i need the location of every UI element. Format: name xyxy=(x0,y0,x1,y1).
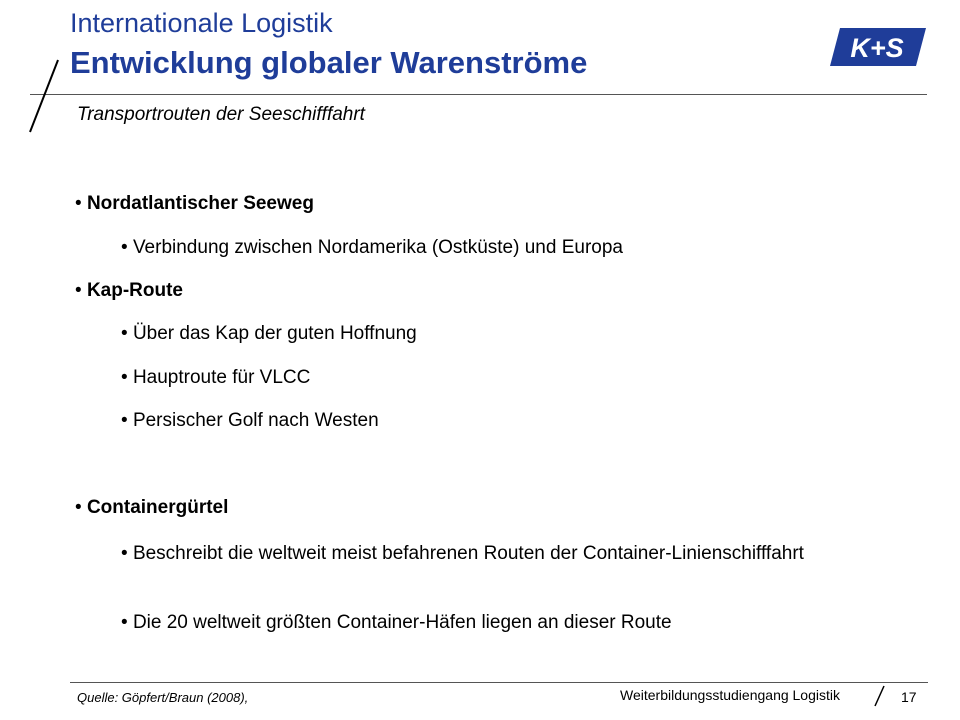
item-text: Beschreibt die weltweit meist befahrenen Routen der Container-Linienschifffahrt xyxy=(132,543,804,564)
slide-subtitle: Transportrouten der Seeschifffahrt xyxy=(77,104,365,125)
presentation-title: Internationale Logistik xyxy=(70,8,333,38)
section-label: Kap-Route xyxy=(86,280,183,301)
bullet-dot: • xyxy=(75,280,82,301)
item-text: Hauptroute für VLCC xyxy=(132,367,311,388)
item-text: Persischer Golf nach Westen xyxy=(132,410,379,431)
item-text: Über das Kap der guten Hoffnung xyxy=(132,323,417,344)
bullet-dot: • xyxy=(121,410,128,431)
item-text: Die 20 weltweit größten Container-Häfen liegen an dieser Route xyxy=(132,612,672,633)
bullet-item xyxy=(121,542,821,566)
bullet-dot: • xyxy=(121,323,128,344)
bullet-dot: • xyxy=(121,237,128,258)
bullet-item xyxy=(121,611,672,635)
bullet-section-3 xyxy=(75,496,228,520)
bullet-item xyxy=(121,409,379,433)
item-text: Verbindung zwischen Nordamerika (Ostküste) und Europa xyxy=(132,237,623,258)
bullet-item xyxy=(121,366,310,390)
footer-divider xyxy=(70,682,928,683)
slash-decoration xyxy=(26,58,62,134)
section-label: Containergürtel xyxy=(86,497,229,518)
bullet-dot: • xyxy=(121,543,128,564)
bullet-dot: • xyxy=(75,193,82,214)
bullet-section-2 xyxy=(75,279,183,303)
source-note: Quelle: Göpfert/Braun (2008), xyxy=(77,690,249,705)
bullet-item xyxy=(121,236,623,260)
footer-program-name: Weiterbildungsstudiengang Logistik xyxy=(620,687,840,703)
k-s-logo xyxy=(830,28,926,66)
bullet-dot: • xyxy=(121,612,128,633)
bullet-dot: • xyxy=(121,367,128,388)
slide-heading: Entwicklung globaler Warenströme xyxy=(70,45,588,80)
page-number: 17 xyxy=(901,689,917,705)
header-divider xyxy=(30,94,927,95)
bullet-dot: • xyxy=(75,497,82,518)
bullet-section-1 xyxy=(75,192,314,216)
logo-text: K+S xyxy=(850,33,904,63)
bullet-item xyxy=(121,322,417,346)
footer-slash-decoration xyxy=(872,684,886,708)
section-label: Nordatlantischer Seeweg xyxy=(86,193,314,214)
